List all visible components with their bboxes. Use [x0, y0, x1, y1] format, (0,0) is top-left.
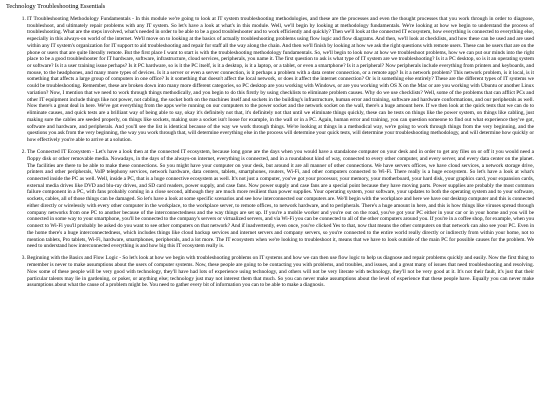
section-item: 3. Beginning with the Basics and Flow Logic - So let's look at how we begin with troubleshooting problems on IT systems and how we can then use flow logic to help us diagnose and repair problems quickly and easily. Now the first thing to remember is never to make assumptions about the users of computer systems. Now, these people are going to be contacting you with problems, and troubles, and issues, and a great many of issues that need troubleshooting and resolving. Now some of these people will be very good with technology, they'll have had lots of experience using technology, and others will not be very literate with technology, they'll not be very good at it. It's not their fault, it's just that their particular talents may lie in gardening, or poker, or anything else; technology just may not interest them that much. So you can never make assumptions about the level of experience that these people have. Equally you can never make assumptions about what the cause of a problem might be. You need to gather every bit of information you can to be able to make a diagnosis.	[27, 255, 534, 289]
section-item: 2. The Connected IT Ecosystem - Let's have a look then at the connected IT ecosystem, because long gone are the days when you would have a standalone computer on your desk and in order to get any files on or off it you would need a floppy disk or other removable media. Nowadays, in the days of the always-on internet, everything is connected, and in a roundabout kind of way, connected to every other computer, and every server, and every data center on the planet. The facilities are there to be able to make these connections. So you might have your computer on your desk, but around it are all manner of other connections. We have servers offices, we have cloud services, a network storage drive, printers and other peripherals, VoIP telephony services, network hardware, data centers, tablets, smartphones, routers, Wi-Fi, and other computers connected to Wi-Fi. There really is a huge ecosystem. So let's have a look at what's connected inside the PC as well. Well, inside a PC, that is a huge connective ecosystem as well. It's not just a computer, you've got your processor, your memory, your motherboard, your hard disk, your graphics card, your expansion cards, external media drives like DVD and blu-ray drives, and SD card readers, power supply, and case fans. Now power supply and case fans are a special point because they have moving parts. Power supplies are probably the most common failure component in a PC, with fans probably coming in a close second, although they are much more resilient than power supplies. Your operating system, your software, your updates to both the operating system and to your software, sockets, cables, all of those things can be damaged. So let's have a look at some specific scenarios and see how interconnected our computers are. We'll begin with the workplace and here we have our desktop computer and this is connected either directly or wirelessly with every other computer in the workplace, to the workplace server, to remote offices, to network hardware, and to peripherals. There's a huge amount in here, and this is how things like viruses spread through company networks from one PC to another because of the interconnectedness and the way things are set up. If you're a mobile worker and you're out on the road, you've got your PC either in your car or in your home and you will be connected in some way to your smartphone, you'll be connected to the company's servers or virtualized servers, and via Wi-Fi you can be connected to all of the other computers around you. If you're in a coffee shop, for example, when you connect to Wi-Fi you'll probably be asked do you want to see other computers on that network? And if inadvertently, even once, you've clicked Yes to that, now that means the other computers on that network can also see your PC. Even in the home there's a huge interconnectedness, which includes things like cloud backup services and internet servers and company servers, so you're connected to the entire world really directly or indirectly from within your home, not to mention tablets, Pro tablets, Wi-Fi, hardware, smartphones, peripherals, and a lot more. The IT ecosystem when we're looking to troubleshoot it, means that we have to look outside of the main PC for possible causes for the problem. We need to understand how interconnected everything is and how big this IT ecosystem really is.	[27, 149, 534, 250]
document-title: Technology Troubleshooting Essentials	[6, 3, 106, 10]
section-item: 1. IT Troubleshooting Methodology Fundamentals - In this module we're going to look at IT system troubleshooting methodologies, and these are the processes and even the thought processes that you work through in order to diagnose, troubleshoot, and ultimately repair problems with any IT system. So let's have a look at what's in this module. Well, we'll begin by looking at methodology fundamentals. We're looking at how we begin to understand the process of troubleshooting. What are the steps involved, what's needed in order to be able to be a good troubleshooter and to work efficiently and quickly? Then we'll look at the connected IT ecosystem, how everything is connected to everything else, especially in this always-on world of the internet. We'll move on to looking at the basics of actually troubleshooting problems using flow logic and flow diagrams. And then, we'll look at checklists, and how these can be used and are used within any IT system's organization for IT support to aid troubleshooting and repair for staff all the way along the chain. And then we'll finish by looking at how we ask the right questions with remote users. These can be users that are on the phone or users that are quite literally remote. But the first place I want to start is with the troubleshooting methodology fundamentals. So, we'll begin to look now at how we troubleshoot problems, how we can put our minds into the right place to be a good troubleshooter for IT hardware, software, infrastructure, cloud services, peripherals, you name it. The first question to ask is what type of IT system are we troubleshooting? Is it a PC desktop, so is it an operating system or software? Is it a user training issue perhaps? Is it PC hardware, so is it the PC itself, is it a desktop, is it a laptop, or a tablet, or even a smartphone? Is it a peripheral? Now peripherals include everything from printers and keyboards, and mouse, to the headphones, and many more types of devices. Is it a server or even a server connection, is it perhaps a problem with a data center connection, or a remote app? Is it a network problem? This network problem, is it local, is it something that affects a large group of computers in one office? Is it something that doesn't affect the local network, or does it affect the internet connection? Or is it something else entirely? These are the different types of IT systems we could be troubleshooting. Remember, these are broken down into many more different categories, so PC desktop are you working with Windows, or are you working with OS X on the Mac or are you working with Ubuntu or another Linux variation? Now, I mention that we need to work through things methodically, and you begin to do this firstly by using checklists to eliminate problem causes. Why do we use checklists? Well, some of the problems that can afflict PCs and other IT equipment include things like not power, not cabling, the socket both on the machines itself and sockets in the building's infrastructure, human error and training, software and hardware conformations, and our peripherals as well. Now there's a great deal in here. We've got everything from the apps we're running on our computers to the power socket and the network socket on the wall, there's a huge amount here. If we then look at the quick tests that we can do to eliminate causes, and quick tests are a brilliant way of being able to say, okay it's definitely not that, it's definitely not that until we eliminate things quickly, these can be tests on things like the power system, on things like cabling, just making sure the cables are seeded properly, on things like sockets, making sure a socket isn't loose for example, in the wall or in a PC. Again, human error and training, you can question someone to find out what experience they've got, software and hardware, and peripherals. And you'll see the list is identical because of the way we work through things. We're looking at things in a methodical way, we're going to work through things from the very beginning, and the questions you ask from the very beginning, the way you work through that, will determine everything else in the process will determine your quick tests, will determine your troubleshooting methodology, and will determine how quickly or how effectively you're able to arrive at a solution.	[27, 16, 534, 144]
section-list	[6, 16, 534, 289]
